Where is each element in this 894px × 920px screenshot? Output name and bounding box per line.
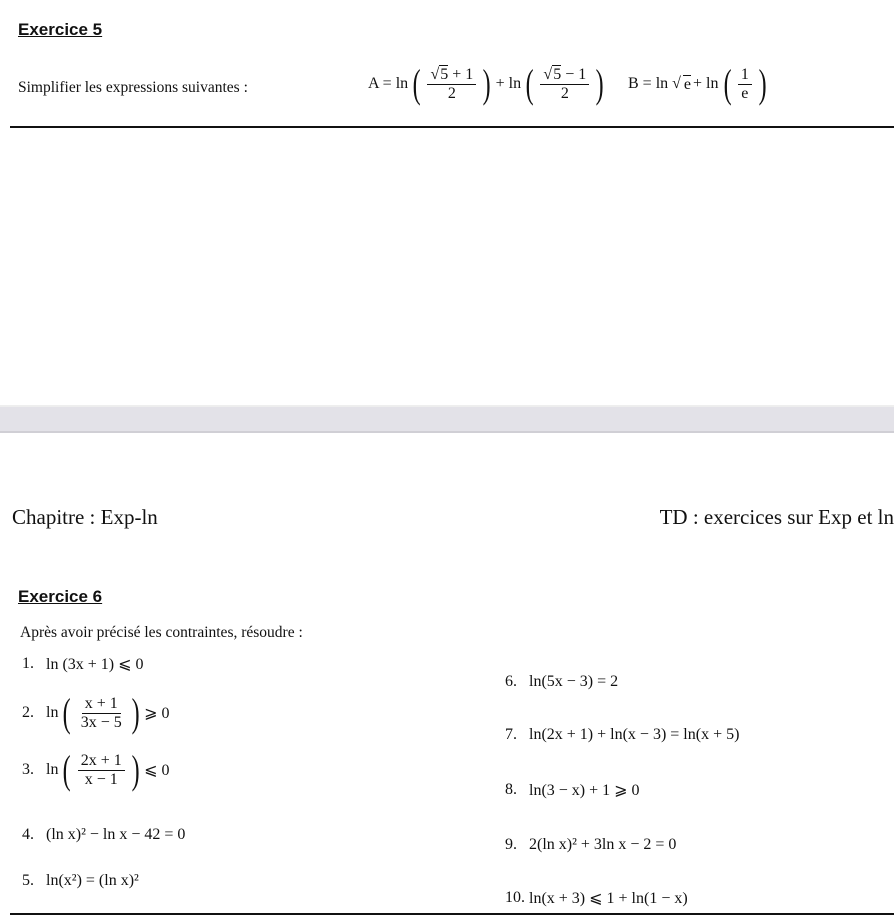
exercise-6-instruction: Après avoir précisé les contraintes, résoudre : <box>20 624 303 641</box>
item-expression: ln(3 − x) + 1 ⩾ 0 <box>529 782 640 799</box>
divider <box>10 126 894 128</box>
denominator: 2 <box>560 84 569 102</box>
formula-a: A = ln ( $\frac{√5 + 1}{2}$ ) + ln ( $\frac{√5 - 1}{2}$ ) <box>368 61 604 106</box>
item-expression: 2(ln x)² + 3ln x − 2 = 0 <box>529 836 677 853</box>
item-number: 5. <box>22 872 34 889</box>
list-item <box>505 780 640 800</box>
item-relation: ⩾ 0 <box>144 705 170 722</box>
plus-ln: + ln <box>495 75 522 92</box>
list-item <box>505 836 676 854</box>
item-number: 1. <box>22 655 34 672</box>
item-expression: (ln x)² − ln x − 42 = 0 <box>46 826 186 843</box>
item-number: 7. <box>505 726 517 743</box>
divider <box>10 913 894 915</box>
radicand: 5 <box>553 65 562 83</box>
item-number: 10. <box>505 889 525 906</box>
page-break <box>0 405 894 433</box>
list-item <box>505 726 739 744</box>
exercise-6-title: Exercice 6 <box>18 587 103 606</box>
item-relation: ⩽ 0 <box>144 762 170 779</box>
radicand: e <box>683 75 692 93</box>
radicand: 5 <box>440 65 449 83</box>
plus-ln: + ln <box>693 75 719 92</box>
item-number: 4. <box>22 826 34 843</box>
numerator: 2x + 1 <box>78 752 125 771</box>
denominator: 3x − 5 <box>80 713 122 731</box>
denominator: e <box>741 84 749 102</box>
sqrt-sign: √ <box>543 65 553 83</box>
sqrt-sign: √ <box>430 65 440 83</box>
list-item <box>22 654 144 674</box>
exercise-5-instruction: Simplifier les expressions suivantes : <box>18 79 248 96</box>
list-item: 2. ln ( $\frac{x + 1}{3x - 5}$ ) ⩾ 0 <box>22 690 170 735</box>
td-label: TD : exercices sur Exp et ln <box>659 505 894 529</box>
numerator-rest: − 1 <box>561 65 587 83</box>
item-expression: ln(5x − 3) = 2 <box>529 673 619 690</box>
item-number: 6. <box>505 673 517 690</box>
item-expression: ln <box>46 761 59 778</box>
item-expression: ln(x²) = (ln x)² <box>46 872 139 889</box>
formula-a-lhs: A = ln <box>368 75 409 92</box>
item-expression: ln(x + 3) ⩽ 1 + ln(1 − x) <box>529 890 688 907</box>
formula-b-lhs: B = ln √ <box>628 75 681 92</box>
chapter-label: Chapitre : Exp-ln <box>12 505 158 529</box>
list-item <box>505 888 688 908</box>
list-item <box>22 826 185 844</box>
numerator: 1 <box>738 66 752 85</box>
item-expression: ln <box>46 704 59 721</box>
item-number: 9. <box>505 836 517 853</box>
list-item <box>505 673 618 691</box>
denominator: x − 1 <box>84 770 118 788</box>
list-item <box>22 872 139 890</box>
item-expression: ln(2x + 1) + ln(x − 3) = ln(x + 5) <box>529 726 740 743</box>
formula-b: B = ln √ e + ln ( $\frac{1}{e}$ ) <box>628 61 767 106</box>
item-number: 8. <box>505 781 517 798</box>
item-number: 2. <box>22 704 34 721</box>
item-expression: ln (3x + 1) ⩽ 0 <box>46 656 144 673</box>
item-number: 3. <box>22 761 34 778</box>
denominator: 2 <box>447 84 456 102</box>
exercise-5-title: Exercice 5 <box>18 20 103 39</box>
numerator-rest: + 1 <box>448 65 474 83</box>
list-item: 3. ln ( $\frac{2x + 1}{x - 1}$ ) ⩽ 0 <box>22 747 170 792</box>
numerator: x + 1 <box>82 695 121 714</box>
